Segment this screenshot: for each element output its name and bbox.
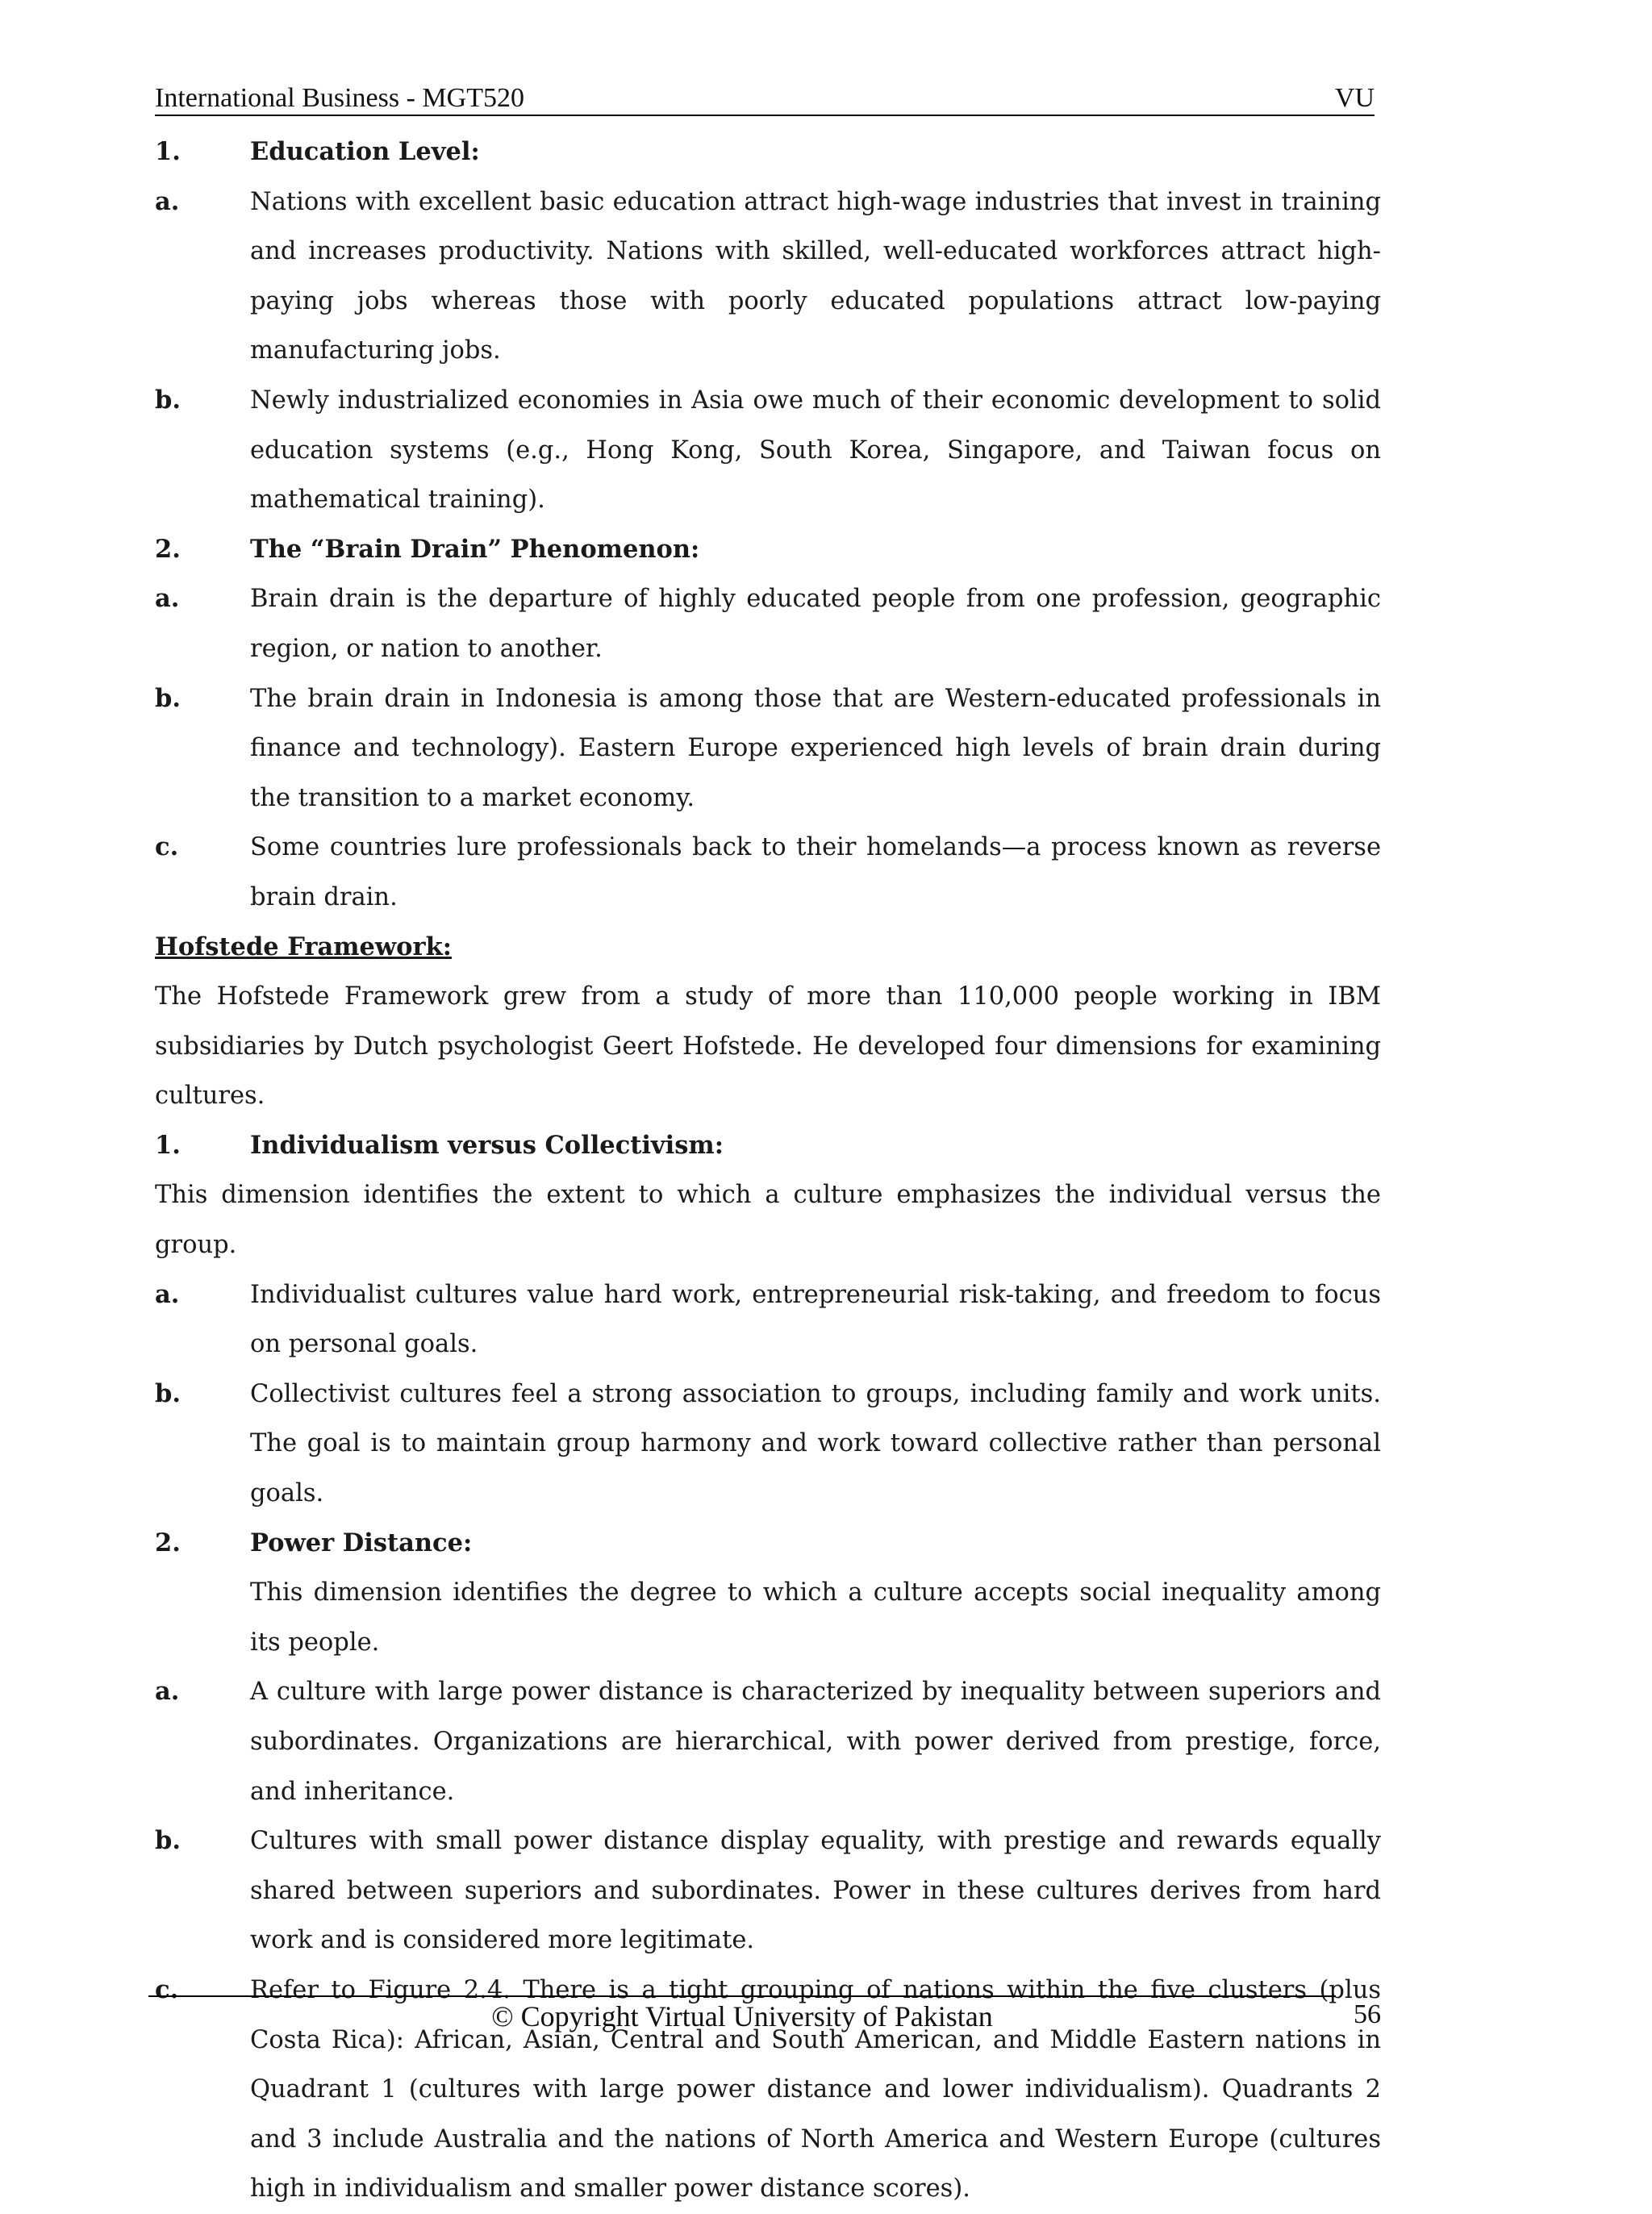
item-text: A culture with large power distance is characterized by inequality between superiors and subordinates. Organizations are hierarchical, with power derived from prestige, force, and inheritance. xyxy=(250,1678,1381,1806)
item-marker: a. xyxy=(155,1279,180,1309)
item-marker: 2. xyxy=(155,534,181,564)
footer-copyright: © Copyright Virtual University of Pakistan xyxy=(491,2000,993,2033)
item-marker: c. xyxy=(155,1974,179,2004)
section-heading-power-distance: Power Distance: xyxy=(250,1528,473,1557)
paragraph: The Hofstede Framework grew from a study of more than 110,000 people working in IBM subsidiaries by Dutch psychologist Geert Hofstede. He developed four dimensions for examining cultures. xyxy=(155,982,1381,1111)
section-heading-education: Education Level: xyxy=(250,137,480,166)
item-marker: a. xyxy=(155,584,180,614)
page-header xyxy=(155,79,1375,116)
item-text: Some countries lure professionals back to their homelands—a process known as reverse brain drain. xyxy=(250,833,1381,911)
list-item xyxy=(155,1816,1381,1966)
item-marker: c. xyxy=(155,832,179,862)
item-marker: b. xyxy=(155,1826,181,1856)
list-item xyxy=(155,127,1381,177)
item-text: Nations with excellent basic education attract high-wage industries that invest in training and increases productivity. Nations with skilled, well-educated workforces attract high-paying jobs whereas those with poorly educated populations attract low-paying manufacturing jobs. xyxy=(250,187,1381,365)
section-heading-brain-drain: The “Brain Drain” Phenomenon: xyxy=(250,534,700,564)
item-marker: b. xyxy=(155,683,181,713)
list-item xyxy=(155,1370,1381,1519)
item-text: Refer to Figure 2.4. There is a tight grouping of nations within the five clusters (plus Costa Rica): African, Asian, Central and South American, and Middle Eastern nations in Quadrant 1 (cultures with large power distance and lower individualism). Quadrants 2 and 3 include Australia and the nations of North America and Western Europe (cultures high in individualism and smaller power distance scores). xyxy=(250,1975,1381,2204)
list-item xyxy=(155,1667,1381,1816)
item-marker: a. xyxy=(155,1677,180,1707)
item-text: Individualist cultures value hard work, entrepreneurial risk-taking, and freedom to focus on personal goals. xyxy=(250,1280,1381,1359)
list-item xyxy=(155,177,1381,376)
item-marker: 1. xyxy=(155,1130,181,1160)
page-number: 56 xyxy=(1354,1999,1381,2029)
item-text: Cultures with small power distance display equality, with prestige and rewards equally shared between superiors and subordinates. Power in these cultures derives from hard work and is considered more legitimate. xyxy=(250,1827,1381,1955)
paragraph: This dimension identifies the extent to which a culture emphasizes the individual versus the group. xyxy=(155,1181,1381,1260)
section-heading-individualism: Individualism versus Collectivism: xyxy=(250,1130,724,1160)
institution-abbr: VU xyxy=(1334,83,1375,113)
heading-block xyxy=(155,923,1381,973)
list-item xyxy=(155,1568,1381,1667)
item-marker: b. xyxy=(155,385,181,415)
item-marker: 2. xyxy=(155,1528,181,1557)
hofstede-heading: Hofstede Framework: xyxy=(155,932,452,961)
item-marker: a. xyxy=(155,186,180,216)
list-item xyxy=(155,376,1381,525)
document-body xyxy=(155,127,1381,2214)
course-title: International Business - MGT520 xyxy=(155,83,524,113)
list-item xyxy=(155,574,1381,673)
item-text: Collectivist cultures feel a strong association to groups, including family and work units. The goal is to maintain group harmony and work toward collective rather than personal goals. xyxy=(250,1379,1381,1508)
item-text: The brain drain in Indonesia is among those that are Western-educated professionals in finance and technology). Eastern Europe experienced high levels of brain drain during the transition to a market economy. xyxy=(250,684,1381,812)
item-text: This dimension identifies the degree to which a culture accepts social inequality among its people. xyxy=(250,1578,1381,1657)
list-item xyxy=(155,674,1381,823)
item-marker: b. xyxy=(155,1378,181,1408)
list-item xyxy=(155,1121,1381,1171)
list-item xyxy=(155,525,1381,575)
list-item xyxy=(155,1270,1381,1370)
list-item xyxy=(155,1519,1381,1569)
item-text: Brain drain is the departure of highly educated people from one profession, geographic region, or nation to another. xyxy=(250,585,1381,663)
list-item xyxy=(155,823,1381,922)
item-marker: 1. xyxy=(155,137,181,166)
item-text: Newly industrialized economies in Asia owe much of their economic development to solid education systems (e.g., Hong Kong, South Korea, Singapore, and Taiwan focus on mathematical training). xyxy=(250,386,1381,515)
